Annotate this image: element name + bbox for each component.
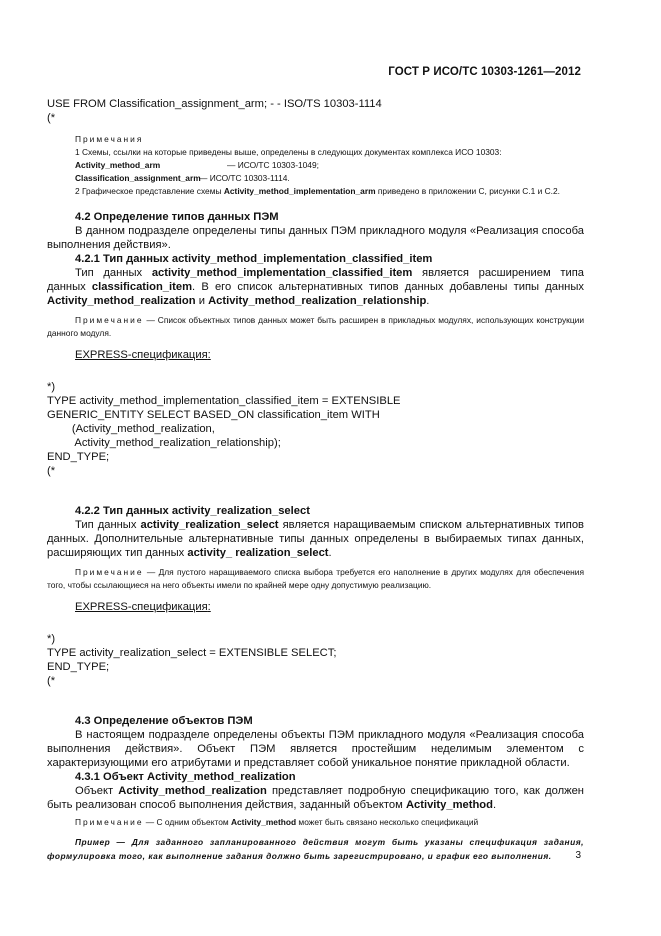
text-run: является наращиваемым списком альтернативных типов данных. Дополнительные альтернативные типы данных определены в выбираемых типах данных, расширяющих тип данных [47, 519, 584, 559]
section-text-4-3-1 [47, 784, 584, 812]
express-spec-text: EXPRESS-спецификация [75, 601, 208, 613]
section-text-4-2: В данном подразделе определены типы данных ПЭМ прикладного модуля «Реализация способа выполнения действия». [47, 225, 584, 251]
note-text: — Для пустого наращиваемого списка выбора требуется его наполнение в других модулях для обеспечения того, чтобы ссылающиеся на него объекты имели по крайней мере одну допустимую реализацию. [47, 567, 584, 590]
note-item-1: 1 Схемы, ссылки на которые приведены выше, определены в следующих документах комплекса ИСО 10303: [75, 147, 502, 157]
text-run: является расширением типа данных [47, 267, 585, 293]
page-content [47, 97, 584, 863]
document-standard-number: ГОСТ Р ИСО/ТС 10303-1261—2012 [388, 66, 581, 78]
note-4-3-1 [47, 816, 584, 829]
schema-ref-row [75, 172, 584, 185]
note-text: приведено в приложении С, рисунки С.1 и С.2. [375, 186, 560, 196]
express-colon: : [207, 601, 211, 613]
entity-name: Activity_method [405, 799, 493, 811]
schema-ref-name: Activity_method_arm [75, 160, 161, 170]
type-name: Activity_method_realization_relationship [208, 295, 427, 307]
page-number: 3 [575, 850, 581, 861]
text-run: и [195, 295, 209, 307]
notes-block [47, 133, 584, 185]
note-label: Примечание [75, 315, 144, 325]
entity-name: Activity_method_realization [118, 785, 267, 797]
type-name: activity_method_implementation_classified_item [151, 267, 413, 279]
example-4-3-1: Пример — Для заданного запланированного действия могут быть указаны спецификация задания, формулировка того, как выполнение задания должно быть зарегистрировано, и график его выполнения. [47, 837, 584, 861]
comment-open: (* [47, 112, 56, 124]
schema-ref-doc: — ИСО/ТС 10303-1114. [199, 173, 290, 183]
schema-ref-doc: — ИСО/ТС 10303-1049; [227, 160, 319, 170]
express-spec-text: EXPRESS-спецификация [75, 349, 208, 361]
section-heading-4-2-1: 4.2.1 Тип данных activity_method_implementation_classified_item [75, 253, 433, 265]
section-text-4-2-2 [47, 518, 584, 560]
text-run: Тип данных [75, 519, 141, 531]
note-text: — С одним объектом [143, 817, 231, 827]
section-text-4-3: В настоящем подразделе определены объекты ПЭМ прикладного модуля «Реализация способа выполнения действия». Объект ПЭМ является простейшим неделимым элементом с характеризующими его атрибутами и представляет собой уникальное понятие прикладной области. [47, 729, 584, 769]
note-text: 2 Графическое представление схемы [75, 186, 224, 196]
section-text-4-2-1 [47, 266, 584, 308]
express-spec-label [47, 600, 584, 614]
section-heading-4-3: 4.3 Определение объектов ПЭМ [75, 715, 253, 727]
text-run: . [426, 295, 430, 307]
text-run: . [492, 799, 497, 811]
text-run: Объект [75, 785, 119, 797]
note-label: Примечание [75, 817, 144, 827]
note-label: Примечание [75, 567, 144, 577]
express-code-4-2-1: *) TYPE activity_method_implementation_classified_item = EXTENSIBLE GENERIC_ENTITY SELECT BASED_ON classification_item WITH (Activity_method_realization, Activity_method_realization_relationship); END_TYPE; (* [47, 381, 401, 477]
schema-name: Activity_method_implementation_arm [223, 186, 376, 196]
schema-ref-row [75, 159, 584, 172]
express-code-4-2-2: *) TYPE activity_realization_select = EXTENSIBLE SELECT; END_TYPE; (* [47, 633, 337, 687]
type-name: activity_ realization_select [187, 547, 329, 559]
note-text: может быть связано несколько спецификаций [296, 817, 479, 827]
note-item-2 [47, 185, 584, 198]
use-from-line: USE FROM Classification_assignment_arm; - - ISO/TS 10303-1114 [47, 98, 382, 110]
text-run: Тип данных [75, 267, 152, 279]
note-text: — Список объектных типов данных может быть расширен в прикладных модулях, использующих конструкции данного модуля. [47, 315, 584, 338]
type-name: classification_item [91, 281, 193, 293]
section-heading-4-3-1: 4.3.1 Объект Activity_method_realization [75, 771, 296, 783]
note-4-2-1 [47, 314, 584, 340]
text-run: представляет подробную спецификацию того, как должен быть реализован способ выполнения действия, заданный объектом [47, 785, 584, 811]
notes-title: Примечания [75, 134, 144, 144]
text-run: . В его список альтернативных типов данных добавлены типы данных [192, 281, 584, 293]
section-heading-4-2: 4.2 Определение типов данных ПЭМ [75, 211, 279, 223]
type-name: activity_realization_select [140, 519, 279, 531]
entity-name: Activity_method [230, 817, 297, 827]
schema-ref-name: Classification_assignment_arm [75, 173, 201, 183]
section-heading-4-2-2: 4.2.2 Тип данных activity_realization_select [75, 505, 310, 517]
text-run: . [328, 547, 332, 559]
type-name: Activity_method_realization [47, 295, 196, 307]
express-spec-label [47, 348, 584, 362]
note-4-2-2 [47, 566, 584, 592]
express-colon: : [207, 349, 211, 361]
